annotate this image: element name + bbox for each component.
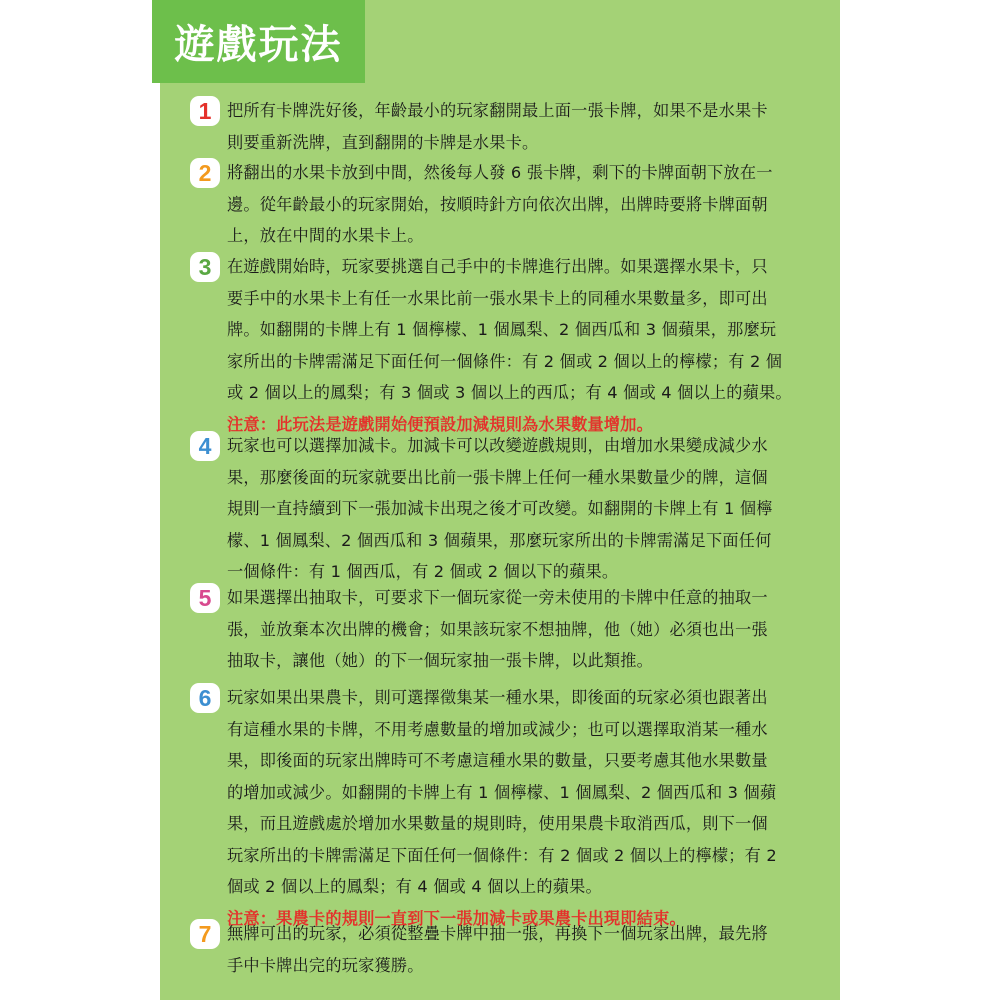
- rule-line: 邊。從年齡最小的玩家開始，按順時針方向依次出牌，出牌時要將卡牌面朝: [227, 194, 768, 214]
- rule-line: 在遊戲開始時，玩家要挑選自己手中的卡牌進行出牌。如果選擇水果卡，只: [227, 257, 768, 276]
- rule-line: 玩家也可以選擇加減卡。加減卡可以改變遊戲規則，由增加水果變成減少水: [227, 436, 768, 455]
- rule-line: 玩家所出的卡牌需滿足下面任何一個條件：有 2 個或 2 個以上的檸檬；有 2: [227, 845, 777, 865]
- rule-line: 檬、1 個鳳梨、2 個西瓜和 3 個蘋果，那麼玩家所出的卡牌需滿足下面任何: [227, 530, 772, 550]
- rule-text-5: [227, 582, 817, 677]
- rule-number-badge: 2: [190, 158, 220, 188]
- title-banner: [152, 0, 365, 83]
- rule-line: 一個條件：有 1 個西瓜，有 2 個或 2 個以下的蘋果。: [227, 562, 619, 581]
- rule-line: 抽取卡，讓他（她）的下一個玩家抽一張卡牌，以此類推。: [227, 651, 654, 670]
- rule-line: 要手中的水果卡上有任一水果比前一張水果卡上的同種水果數量多，即可出: [227, 288, 768, 308]
- rule-text-3: [227, 251, 817, 440]
- rule-line: 玩家如果出果農卡，則可選擇徵集某一種水果，即後面的玩家必須也跟著出: [227, 688, 768, 707]
- rule-line: 如果選擇出抽取卡，可要求下一個玩家從一旁未使用的卡牌中任意的抽取一: [227, 588, 768, 607]
- rule-line: 或 2 個以上的鳳梨；有 3 個或 3 個以上的西瓜；有 4 個或 4 個以上的蘋果。: [227, 383, 792, 402]
- rule-number-badge: 6: [190, 683, 220, 713]
- rule-text-1: [227, 95, 817, 158]
- rule-text-6: [227, 682, 817, 934]
- rule-line: 規則一直持續到下一張加減卡出現之後才可改變。如翻開的卡牌上有 1 個檸: [227, 499, 773, 518]
- rule-line: 張，並放棄本次出牌的機會；如果該玩家不想抽牌，他（她）必須也出一張: [227, 619, 768, 639]
- rule-line: 個或 2 個以上的鳳梨；有 4 個或 4 個以上的蘋果。: [227, 877, 602, 896]
- rule-line: 把所有卡牌洗好後，年齡最小的玩家翻開最上面一張卡牌，如果不是水果卡: [227, 101, 768, 120]
- rule-note: 注意：此玩法是遊戲開始便預設加減規則為水果數量增加。: [227, 414, 654, 434]
- rule-line: 手中卡牌出完的玩家獲勝。: [227, 955, 424, 975]
- rule-text-4: [227, 430, 817, 588]
- rule-number-badge: 7: [190, 919, 220, 949]
- rule-line: 則要重新洗牌，直到翻開的卡牌是水果卡。: [227, 132, 539, 152]
- rule-number-badge: 3: [190, 252, 220, 282]
- rule-line: 家所出的卡牌需滿足下面任何一個條件：有 2 個或 2 個以上的檸檬；有 2 個: [227, 351, 783, 371]
- rule-number-badge: 4: [190, 431, 220, 461]
- rule-line: 果，那麼後面的玩家就要出比前一張卡牌上任何一種水果數量少的牌，這個: [227, 467, 768, 487]
- rule-line: 有這種水果的卡牌，不用考慮數量的增加或減少；也可以選擇取消某一種水: [227, 719, 768, 739]
- rule-text-2: [227, 157, 817, 252]
- rule-line: 牌。如翻開的卡牌上有 1 個檸檬、1 個鳳梨、2 個西瓜和 3 個蘋果，那麼玩: [227, 320, 777, 339]
- rule-line: 將翻出的水果卡放到中間，然後每人發 6 張卡牌，剩下的卡牌面朝下放在一: [227, 163, 773, 182]
- rule-note: 注意：果農卡的規則一直到下一張加減卡或果農卡出現即結束。: [227, 908, 686, 928]
- rule-line: 果，即後面的玩家出牌時可不考慮這種水果的數量，只要考慮其他水果數量: [227, 751, 768, 770]
- rule-line: 的增加或減少。如翻開的卡牌上有 1 個檸檬、1 個鳳梨、2 個西瓜和 3 個蘋: [227, 782, 777, 802]
- rule-line: 上，放在中間的水果卡上。: [227, 226, 424, 245]
- rule-line: 果，而且遊戲處於增加水果數量的規則時，使用果農卡取消西瓜，則下一個: [227, 814, 768, 833]
- rule-text-7: [227, 918, 817, 981]
- page-title: 遊戲玩法: [174, 22, 343, 68]
- rule-number-badge: 5: [190, 583, 220, 613]
- rule-line: 無牌可出的玩家，必須從整疊卡牌中抽一張，再換下一個玩家出牌，最先將: [227, 924, 768, 943]
- rule-number-badge: 1: [190, 96, 220, 126]
